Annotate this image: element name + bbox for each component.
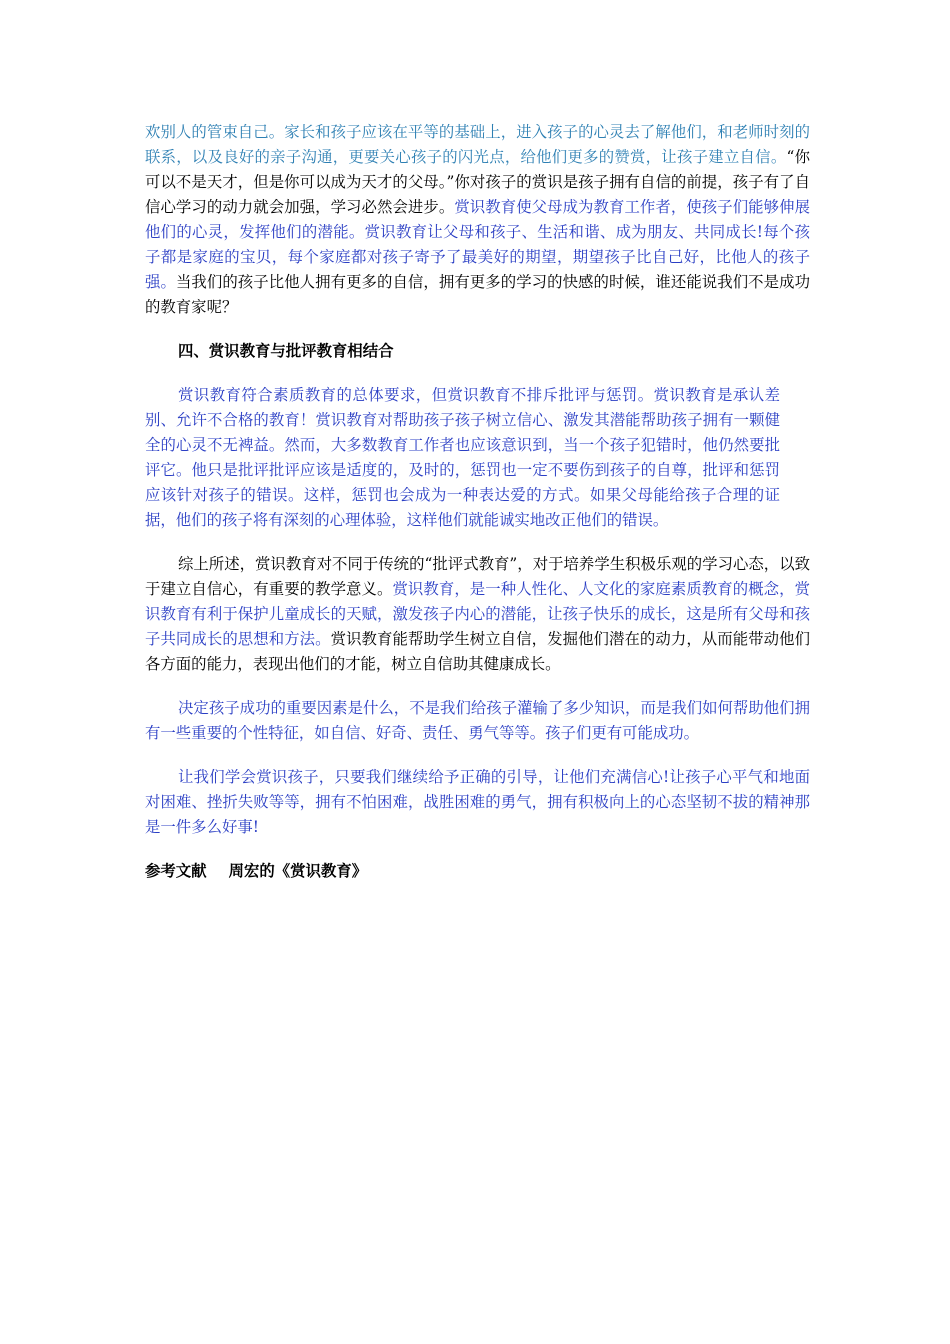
references-label: 参考文献 — [145, 862, 207, 880]
paragraph-5-part-1: 让我们学会赏识孩子，只要我们继续给予正确的引导，让他们充满信心!让孩子心平气和地面对困难、挫折失败等等， — [145, 768, 810, 811]
section-heading-4: 四、赏识教育与批评教育相结合 — [178, 342, 394, 360]
paragraph-1-part-1: 欢别人的管束自己。家长和孩子应该在平等的基础上，进入孩子的心灵去了解他们，和老师时刻的联系，以及良好的亲子沟通，更要关心孩子的闪光点，给他们更多的赞赏，让孩子建立自信。 — [145, 123, 810, 166]
paragraph-1-part-4: 当我们的孩子比他人拥有更多的自信，拥有更多的学习的快感的时候，谁还能说我们不是成功的教育家呢？ — [145, 273, 810, 316]
references-entry: 周宏的《赏识教育》 — [228, 862, 368, 880]
paragraph-1-part-2: “你可以不是天才，但是你可以成为天才的父母。”你对孩子的赏识是孩子拥有自信的前提，孩子有了自信心学习的动力就会加强，学习必然会进步。 — [145, 148, 810, 216]
document-page — [145, 120, 810, 884]
paragraph-5-part-2: 拥有不怕困难，战胜困难的勇气，拥有积极向上的心态坚韧不拔的精神那是一件多么好事! — [145, 793, 810, 836]
references-line — [145, 859, 810, 884]
paragraph-2: 赏识教育符合素质教育的总体要求，但赏识教育不排斥批评与惩罚。赏识教育是承认差别、允许不合格的教育！赏识教育对帮助孩子孩子树立信心、激发其潜能帮助孩子拥有一颗健全的心灵不无裨益。然而，大多数教育工作者也应该意识到，当一个孩子犯错时，他仍然要批评它。他只是批评批评应该是适度的，及时的，惩罚也一定不要伤到孩子的自尊，批评和惩罚应该针对孩子的错误。这样，惩罚也会成为一种表达爱的方式。如果父母能给孩子合理的证据，他们的孩子将有深刻的心理体验，这样他们就能诚实地改正他们的错误。 — [145, 386, 780, 529]
paragraph-5 — [145, 765, 810, 840]
paragraph-3 — [145, 552, 810, 677]
paragraph-4: 决定孩子成功的重要因素是什么，不是我们给孩子灌输了多少知识，而是我们如何帮助他们拥有一些重要的个性特征，如自信、好奇、责任、勇气等等。孩子们更有可能成功。 — [145, 699, 810, 742]
paragraph-3-part-1: 综上所述，赏识教育对不同于传统的“批评式教育”，对于培养学生积极乐观的学习心态，以致于建立自信心，有重要的教学意义。 — [145, 555, 810, 598]
paragraph-1 — [145, 120, 810, 320]
paragraph-3-part-2: 赏识教育，是一种人性化、人文化的家庭素质教育的概念，赏识教育有利于保护儿童成长的天赋，激发孩子内心的潜能，让孩子快乐的成长，这是所有父母和孩子共同成长的思想和方法。 — [145, 580, 810, 648]
paragraph-3-part-3: 赏识教育能帮助学生树立自信，发掘他们潜在的动力，从而能带动他们各方面的能力，表现出他们的才能，树立自信助其健康成长。 — [145, 630, 810, 673]
paragraph-1-part-3: 赏识教育使父母成为教育工作者，使孩子们能够伸展他们的心灵，发挥他们的潜能。赏识教育让父母和孩子、生活和谐、成为朋友、共同成长!每个孩子都是家庭的宝贝，每个家庭都对孩子寄予了最美好的期望，期望孩子比自己好，比他人的孩子强。 — [145, 198, 810, 291]
